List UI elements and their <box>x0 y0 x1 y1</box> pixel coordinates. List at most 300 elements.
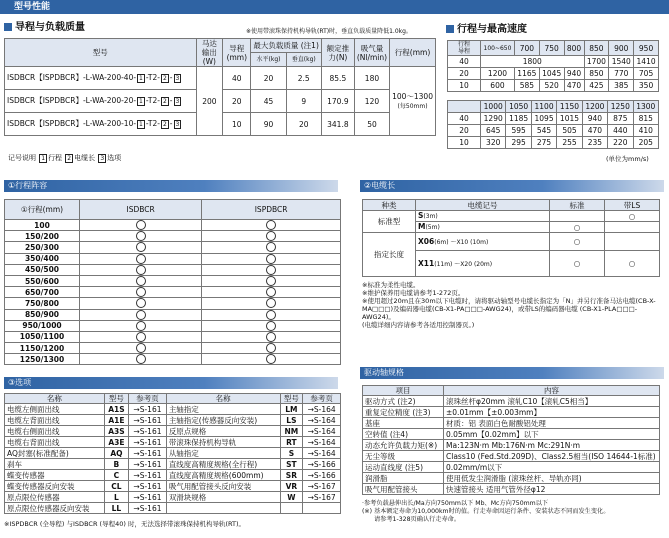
speed-header: 1150 <box>557 101 582 113</box>
spec-value: Ma:123N·m Mb:176N·m Mc:291N·m <box>444 440 660 451</box>
option-page: →S-161 <box>129 503 167 514</box>
option-page: →S-161 <box>129 459 167 470</box>
table-row <box>5 320 341 331</box>
option-page: →S-161 <box>129 448 167 459</box>
cable-header: 标准 <box>550 200 605 211</box>
speed-cell: 505 <box>557 125 582 137</box>
table-row <box>5 231 341 242</box>
availability-mark <box>202 331 341 342</box>
spec-item: 动态允许负载力矩(※) <box>363 440 444 451</box>
cable-ls: ○ <box>605 251 660 277</box>
speed-cell: 410 <box>633 125 658 137</box>
speed-cell: 1165 <box>514 68 539 80</box>
speed-lead: 10 <box>448 80 481 92</box>
stroke-section-title: ①行程阵容 <box>4 180 338 192</box>
speed-cell: 600 <box>481 80 515 92</box>
circle-mark-icon <box>266 321 276 331</box>
table-row <box>5 426 341 437</box>
spec-value: 使用低发尘润滑脂 (滚珠丝杆、导轨亦同) <box>444 473 660 484</box>
speed-lead: 20 <box>448 68 481 80</box>
spec-note: 请参考1-328页确认行走寿命。 <box>374 516 461 523</box>
cable-code: S(3m) <box>416 211 550 222</box>
table-row <box>448 137 659 149</box>
table-row <box>5 287 341 298</box>
speed-cell: 1540 <box>609 56 634 68</box>
page-title: 型号性能 <box>14 2 51 12</box>
circle-mark-icon <box>266 265 276 275</box>
option-name: 带滚珠保持机构导轨 <box>166 437 280 448</box>
availability-mark <box>80 287 202 298</box>
spec-header: 项目 <box>363 386 444 396</box>
header-air: 吸气量 (Nl/min) <box>354 39 389 67</box>
speed-cell: 520 <box>539 80 564 92</box>
table-row <box>5 470 341 481</box>
table-row <box>5 331 341 342</box>
option-code: A1S <box>104 404 128 415</box>
speed-cell: 470 <box>582 125 607 137</box>
option-name: 直线度高精度规格(全行程) <box>166 459 280 470</box>
lead-cell: 10 <box>223 113 251 136</box>
speed-header: 900 <box>609 41 634 56</box>
stroke-value: 950/1000 <box>5 320 80 331</box>
mass-section-title-text: 导程与负载质量 <box>15 22 85 33</box>
option-name: AQ封塞(标准配备) <box>5 448 105 459</box>
cable-std: ○ <box>550 222 605 233</box>
header-max-load: 最大负载质量 (注1) <box>251 39 322 53</box>
table-row <box>448 68 659 80</box>
circle-mark-icon <box>136 276 146 286</box>
stroke-value: 450/500 <box>5 264 80 275</box>
motor-cell: 200 <box>196 67 223 136</box>
horizontal-cell: 20 <box>251 67 286 90</box>
table-row <box>5 309 341 320</box>
availability-mark <box>80 275 202 286</box>
speed-header: 1200 <box>582 101 607 113</box>
stroke-value: 850/900 <box>5 309 80 320</box>
circle-mark-icon <box>136 343 146 353</box>
table-row <box>363 429 660 440</box>
speed-cell: 1185 <box>506 113 531 125</box>
table-row <box>5 275 341 286</box>
circle-mark-icon <box>136 354 146 364</box>
speed-cell: 205 <box>633 137 658 149</box>
circle-mark-icon <box>136 231 146 241</box>
option-code: L <box>104 492 128 503</box>
option-code: C <box>104 470 128 481</box>
speed-corner: 行程 导程 <box>448 41 481 56</box>
availability-mark <box>202 309 341 320</box>
speed-cell: 1290 <box>481 113 506 125</box>
options-header: 型号 <box>104 394 128 404</box>
table-row <box>448 125 659 137</box>
option-name: 直线度高精度规格(600mm) <box>166 470 280 481</box>
speed-cell: 875 <box>608 113 633 125</box>
table-row <box>5 503 341 514</box>
options-section-title: ③选项 <box>4 377 338 389</box>
speed-cell: 425 <box>584 80 609 92</box>
speed-header: 750 <box>539 41 564 56</box>
availability-mark <box>202 320 341 331</box>
table-row <box>5 343 341 354</box>
cable-header: 种类 <box>363 200 416 211</box>
table-row <box>5 459 341 470</box>
table-row <box>363 396 660 407</box>
speed-cell: 220 <box>608 137 633 149</box>
options-header: 名称 <box>166 394 280 404</box>
circle-mark-icon <box>266 254 276 264</box>
cable-ls <box>605 222 660 233</box>
thrust-cell: 341.8 <box>321 113 354 136</box>
circle-mark-icon <box>266 310 276 320</box>
option-code: CL <box>104 481 128 492</box>
option-name: 原点限位传感器反向安装 <box>5 503 105 514</box>
cable-section-title: ②电缆长 <box>360 180 664 192</box>
availability-mark <box>80 320 202 331</box>
header-vertical: 垂直(kg) <box>286 53 321 67</box>
availability-mark <box>202 220 341 231</box>
table-row <box>5 253 341 264</box>
header-horizontal: 水平(kg) <box>251 53 286 67</box>
speed-corner <box>448 101 481 113</box>
stroke-value: 350/400 <box>5 253 80 264</box>
table-row <box>5 448 341 459</box>
spec-value: 滚珠丝杆φ20mm 滚轧C10【滚轧C5相当】 <box>444 396 660 407</box>
speed-cell: 1095 <box>531 113 556 125</box>
model-cell: ISDBCR【ISPDBCR】-L-WA-200-40- 1 -T2- 2 - 3 <box>5 67 197 90</box>
availability-mark <box>202 264 341 275</box>
air-cell: 50 <box>354 113 389 136</box>
circle-mark-icon <box>266 298 276 308</box>
speed-cell: 940 <box>564 68 584 80</box>
availability-mark <box>80 253 202 264</box>
model-cell: ISDBCR【ISPDBCR】-L-WA-200-20- 1 -T2- 2 - 3 <box>5 90 197 113</box>
speed-table-2 <box>447 100 659 149</box>
speed-cell: 705 <box>634 68 659 80</box>
stroke-value: 1050/1100 <box>5 331 80 342</box>
speed-cell: 1015 <box>557 113 582 125</box>
availability-mark <box>80 331 202 342</box>
lead-cell: 40 <box>223 67 251 90</box>
availability-mark <box>202 287 341 298</box>
table-row <box>5 404 341 415</box>
speed-cell: 235 <box>582 137 607 149</box>
spec-item: 无尘等级 <box>363 451 444 462</box>
availability-mark <box>80 231 202 242</box>
table-row <box>448 113 659 125</box>
cable-ls <box>605 233 660 251</box>
speed-cell: 1045 <box>539 68 564 80</box>
spec-item: 基座 <box>363 418 444 429</box>
option-page: →S-164 <box>303 448 341 459</box>
option-code: A3E <box>104 437 128 448</box>
code-box: 3 <box>100 154 105 162</box>
thrust-cell: 85.5 <box>321 67 354 90</box>
circle-mark-icon <box>136 298 146 308</box>
table-row <box>5 264 341 275</box>
option-code: LL <box>104 503 128 514</box>
code-legend <box>8 153 121 163</box>
table-row <box>5 415 341 426</box>
cable-table <box>362 199 660 277</box>
speed-cell: 940 <box>582 113 607 125</box>
stroke-value: 250/300 <box>5 242 80 253</box>
speed-header: 850 <box>584 41 609 56</box>
speed-cell: 770 <box>609 68 634 80</box>
options-header: 名称 <box>5 394 105 404</box>
cable-type: 指定长度 <box>363 233 416 277</box>
option-code: VR <box>280 481 303 492</box>
availability-mark <box>202 298 341 309</box>
speed-cell: 645 <box>481 125 506 137</box>
speed-cell: 1200 <box>481 68 515 80</box>
circle-mark-icon <box>136 321 146 331</box>
option-page: →S-161 <box>129 481 167 492</box>
option-code: SR <box>280 470 303 481</box>
availability-mark <box>202 343 341 354</box>
table-row <box>5 354 341 365</box>
circle-mark-icon <box>136 265 146 275</box>
speed-section-title-text: 行程与最高速度 <box>457 24 527 35</box>
table-row <box>5 242 341 253</box>
speed-cell: 385 <box>609 80 634 92</box>
option-name <box>166 503 280 514</box>
options-footnote: ※ISPDBCR (全导程) 与ISDBCR (导程40) 时，无法选择带滚珠保持机构导轨(RT)。 <box>4 520 246 528</box>
option-name: 电缆右侧面出线 <box>5 426 105 437</box>
cable-header: 电缆记号 <box>416 200 550 211</box>
speed-lead: 40 <box>448 113 481 125</box>
table-row <box>363 440 660 451</box>
speed-lead: 10 <box>448 137 481 149</box>
circle-mark-icon <box>136 287 146 297</box>
code-box: 1 <box>41 154 46 162</box>
speed-cell: 320 <box>481 137 506 149</box>
circle-mark-icon <box>136 242 146 252</box>
circle-mark-icon <box>266 343 276 353</box>
spec-note: ·参考负载悬伸出长/Ma方向750mm以下 Mb、Mc方向750mm以下 <box>362 500 549 507</box>
availability-mark <box>80 343 202 354</box>
header-thrust: 额定推力(N) <box>321 39 354 67</box>
cable-ls: ○ <box>605 211 660 222</box>
circle-mark-icon <box>266 332 276 342</box>
speed-cell: 470 <box>564 80 584 92</box>
speed-header: 950 <box>634 41 659 56</box>
header-model: 型号 <box>5 39 197 67</box>
code-text: 行程 <box>48 154 63 162</box>
table-row <box>363 211 660 222</box>
table-row <box>5 481 341 492</box>
cable-code: M(5m) <box>416 222 550 233</box>
availability-mark <box>80 242 202 253</box>
spec-notes <box>362 500 662 524</box>
options-header: 参考页 <box>303 394 341 404</box>
stroke-value: 750/800 <box>5 298 80 309</box>
circle-mark-icon <box>266 242 276 252</box>
horizontal-cell: 90 <box>251 113 286 136</box>
cable-notes <box>362 281 660 329</box>
speed-cell: 255 <box>557 137 582 149</box>
code-text: 选项 <box>107 154 122 162</box>
spec-header: 内容 <box>444 386 660 396</box>
table-row <box>5 437 341 448</box>
speed-header: 1050 <box>506 101 531 113</box>
option-name: 反原点规格 <box>166 426 280 437</box>
cable-type: 标准型 <box>363 211 416 233</box>
mass-table <box>4 38 436 136</box>
circle-mark-icon <box>266 276 276 286</box>
speed-cell: 275 <box>531 137 556 149</box>
spec-note: (※) 基本额定寿命为10,000km时的值。行走寿命因运行条件、安装状态不同而发生变化。 <box>362 508 610 515</box>
speed-header: 1000 <box>481 101 506 113</box>
option-page: →S-161 <box>129 492 167 503</box>
table-row <box>5 492 341 503</box>
horizontal-cell: 45 <box>251 90 286 113</box>
cable-code: X06(6m) ～X10 (10m) <box>416 233 550 251</box>
option-code <box>280 503 303 514</box>
spec-item: 空转值 (注4) <box>363 429 444 440</box>
speed-header: 100~650 <box>481 41 515 56</box>
cable-code: X11(11m) ～X20 (20m) <box>416 251 550 277</box>
stroke-value: 150/200 <box>5 231 80 242</box>
option-code: LM <box>280 404 303 415</box>
stroke-header: ①行程(mm) <box>5 200 80 220</box>
stroke-table <box>4 199 341 365</box>
speed-cell: 585 <box>514 80 539 92</box>
speed-section-title <box>446 24 527 36</box>
availability-mark <box>202 275 341 286</box>
mass-section-title <box>4 22 85 34</box>
code-box: 2 <box>67 154 72 162</box>
speed-header: 1100 <box>531 101 556 113</box>
availability-mark <box>80 220 202 231</box>
speed-cell: 1700 <box>584 56 609 68</box>
spec-item: 重复定位精度 (注3) <box>363 407 444 418</box>
availability-mark <box>202 242 341 253</box>
speed-cell: 850 <box>584 68 609 80</box>
option-name: 蝶变传感器反向安装 <box>5 481 105 492</box>
option-code: NM <box>280 426 303 437</box>
page-title-band <box>0 0 669 14</box>
table-row <box>363 473 660 484</box>
speed-cell: 815 <box>633 113 658 125</box>
table-row <box>363 451 660 462</box>
stroke-value: 650/700 <box>5 287 80 298</box>
code-text: 电缆长 <box>74 154 96 162</box>
spec-item: 运动直线度 (注5) <box>363 462 444 473</box>
circle-mark-icon <box>266 287 276 297</box>
option-code: W <box>280 492 303 503</box>
option-page: →S-164 <box>303 437 341 448</box>
options-header: 型号 <box>280 394 303 404</box>
table-row <box>363 484 660 495</box>
speed-cell: 595 <box>506 125 531 137</box>
option-page: →S-164 <box>303 426 341 437</box>
option-page: →S-161 <box>129 404 167 415</box>
cable-note: ※标准为柔性电缆。 <box>362 281 420 289</box>
speed-cell: 1800 <box>481 56 585 68</box>
option-page: →S-161 <box>129 426 167 437</box>
availability-mark <box>202 231 341 242</box>
availability-mark <box>80 354 202 365</box>
option-name: 电缆右背面出线 <box>5 437 105 448</box>
speed-header: 1300 <box>633 101 658 113</box>
table-row <box>448 56 659 68</box>
option-page: →S-161 <box>129 470 167 481</box>
speed-unit: (单位为mm/s) <box>606 155 649 163</box>
header-stroke: 行程(mm) <box>390 39 436 67</box>
vertical-cell: 9 <box>286 90 321 113</box>
speed-header: 700 <box>514 41 539 56</box>
option-name: 蝶变传感器 <box>5 470 105 481</box>
option-page: →S-161 <box>129 437 167 448</box>
speed-cell: 440 <box>608 125 633 137</box>
spec-section-title: 驱动轴规格 <box>360 367 664 379</box>
table-row <box>363 462 660 473</box>
stroke-cell: 100～1300 (每50mm) <box>390 67 436 136</box>
stroke-header: ISPDBCR <box>202 200 341 220</box>
circle-mark-icon <box>266 354 276 364</box>
lead-cell: 20 <box>223 90 251 113</box>
option-code: A1E <box>104 415 128 426</box>
cable-note: (电缆详细内容请参考各适用控制器页。) <box>362 321 475 329</box>
option-page: →S-164 <box>303 404 341 415</box>
option-name: 原点限位传感器 <box>5 492 105 503</box>
option-code: LS <box>280 415 303 426</box>
option-name: 电缆左侧面出线 <box>5 404 105 415</box>
spec-table <box>362 385 660 495</box>
cable-note: ※使用超过20m且在30m以下电缆时，请将驱动轴型号电缆长指定为「N」并另行准备马达电缆(CB-X-MA□□□)及编码器电缆(CB-X1-PA□□□-AWG24)，或带LS的编码器电缆 (CB-X1-PLA□□□-AWG24)。 <box>362 297 656 321</box>
thrust-cell: 170.9 <box>321 90 354 113</box>
option-name: 主轴指定(传感器反向安装) <box>166 415 280 426</box>
air-cell: 120 <box>354 90 389 113</box>
spec-value: 快速管接头 适用气管外径φ12 <box>444 484 660 495</box>
section-square-icon <box>446 25 454 33</box>
table-row <box>363 407 660 418</box>
option-code: B <box>104 459 128 470</box>
option-page: →S-167 <box>303 492 341 503</box>
availability-mark <box>80 264 202 275</box>
option-page: →S-161 <box>129 415 167 426</box>
circle-mark-icon <box>136 220 146 230</box>
options-table <box>4 393 341 514</box>
table-row <box>5 298 341 309</box>
spec-value: 0.02mm/m以下 <box>444 462 660 473</box>
spec-item: 润滑脂 <box>363 473 444 484</box>
option-page: →S-166 <box>303 470 341 481</box>
option-name: 双滑块规格 <box>166 492 280 503</box>
cable-std <box>550 211 605 222</box>
table-row <box>363 233 660 251</box>
option-name: 从轴指定 <box>166 448 280 459</box>
availability-mark <box>80 309 202 320</box>
spec-value: 0.05mm【0.02mm】以下 <box>444 429 660 440</box>
availability-mark <box>80 298 202 309</box>
option-name: 主轴指定 <box>166 404 280 415</box>
option-page: →S-164 <box>303 415 341 426</box>
spec-item: 驱动方式 (注2) <box>363 396 444 407</box>
header-motor: 马达输出(W) <box>196 39 223 67</box>
speed-cell: 295 <box>506 137 531 149</box>
vertical-cell: 2.5 <box>286 67 321 90</box>
stroke-value: 100 <box>5 220 80 231</box>
circle-mark-icon <box>136 310 146 320</box>
section-square-icon <box>4 23 12 31</box>
stroke-header: ISDBCR <box>80 200 202 220</box>
speed-lead: 40 <box>448 56 481 68</box>
availability-mark <box>202 354 341 365</box>
speed-cell: 1410 <box>634 56 659 68</box>
table-row <box>363 418 660 429</box>
option-code: S <box>280 448 303 459</box>
